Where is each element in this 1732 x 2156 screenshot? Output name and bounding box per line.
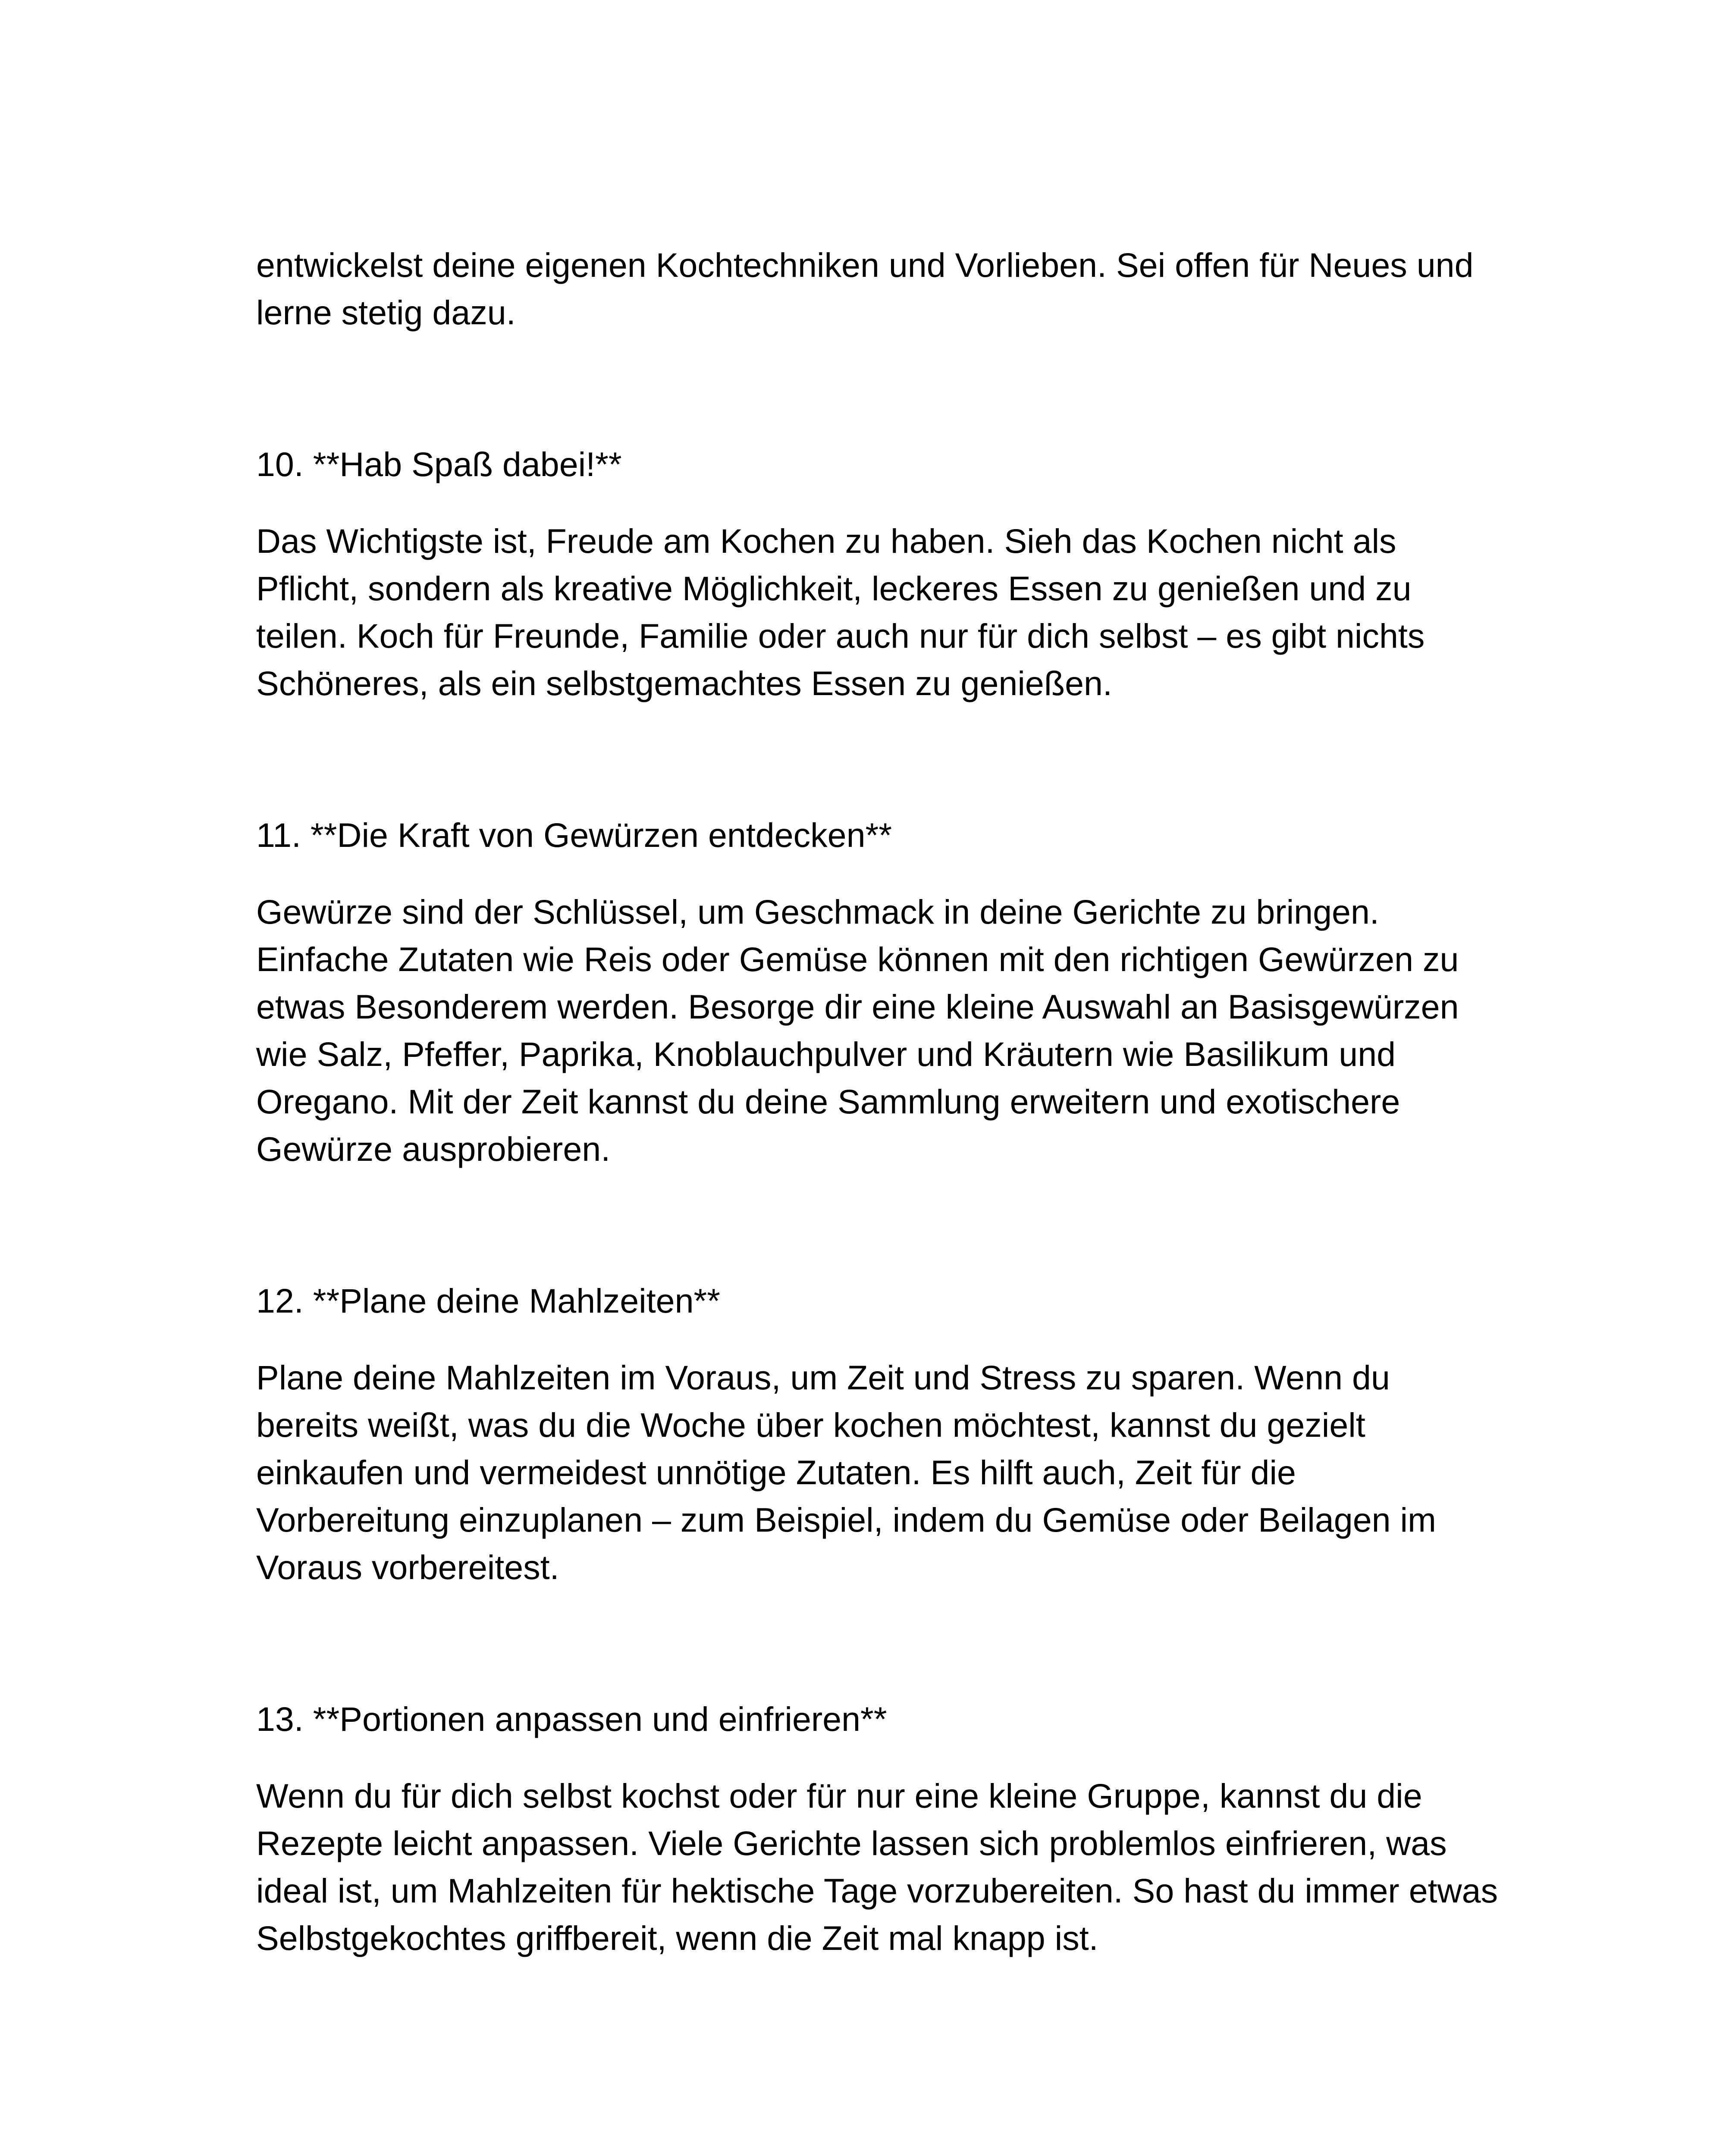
section-body-10: Das Wichtigste ist, Freude am Kochen zu haben. Sieh das Kochen nicht als Pflicht, sondern als kreative Möglichkeit, leckeres Essen zu genießen und zu teilen. Koch für Freunde, Familie oder auch nur für dich selbst – es gibt nichts Schöneres, als ein selbstgemachtes Essen zu genießen. bbox=[256, 522, 1425, 702]
paragraph-spacer bbox=[256, 1173, 1498, 1277]
heading-spacer bbox=[256, 1325, 1498, 1354]
section-body-13: Wenn du für dich selbst kochst oder für nur eine kleine Gruppe, kannst du die Rezepte leicht anpassen. Viele Gerichte lassen sich problemlos einfrieren, was ideal ist, um Mahlzeiten für hektische Tage vorzubereiten. So hast du immer etwas Selbstgekochtes griffbereit, wenn die Zeit mal knapp ist. bbox=[256, 1777, 1498, 1957]
heading-spacer bbox=[256, 1743, 1498, 1772]
section-body-11: Gewürze sind der Schlüssel, um Geschmack in deine Gerichte zu bringen. Einfache Zutaten wie Reis oder Gemüse können mit den richtigen Gewürzen zu etwas Besonderem werden. Besorge dir eine kleine Auswahl an Basisgewürzen wie Salz, Pfeffer, Paprika, Knoblauchpulver und Kräutern wie Basilikum und Oregano. Mit der Zeit kannst du deine Sammlung erweitern und exotischere Gewürze ausprobieren. bbox=[256, 893, 1459, 1168]
intro-paragraph: entwickelst deine eigenen Kochtechniken und Vorlieben. Sei offen für Neues und lerne stetig dazu. bbox=[256, 246, 1474, 332]
section-body-12: Plane deine Mahlzeiten im Voraus, um Zeit und Stress zu sparen. Wenn du bereits weißt, was du die Woche über kochen möchtest, kannst du gezielt einkaufen und vermeidest unnötige Zutaten. Es hilft auch, Zeit für die Vorbereitung einzuplanen – zum Beispiel, indem du Gemüse oder Beilagen im Voraus vorbereitest. bbox=[256, 1358, 1436, 1586]
section-heading-10: 10. **Hab Spaß dabei!** bbox=[256, 445, 622, 483]
paragraph-spacer bbox=[256, 1591, 1498, 1695]
heading-spacer bbox=[256, 488, 1498, 517]
paragraph-spacer bbox=[256, 707, 1498, 812]
section-heading-11: 11. **Die Kraft von Gewürzen entdecken** bbox=[256, 816, 892, 854]
page-content bbox=[256, 241, 1498, 1962]
paragraph-spacer bbox=[256, 336, 1498, 441]
section-heading-13: 13. **Portionen anpassen und einfrieren** bbox=[256, 1700, 887, 1738]
heading-spacer bbox=[256, 859, 1498, 888]
section-heading-12: 12. **Plane deine Mahlzeiten** bbox=[256, 1282, 721, 1320]
